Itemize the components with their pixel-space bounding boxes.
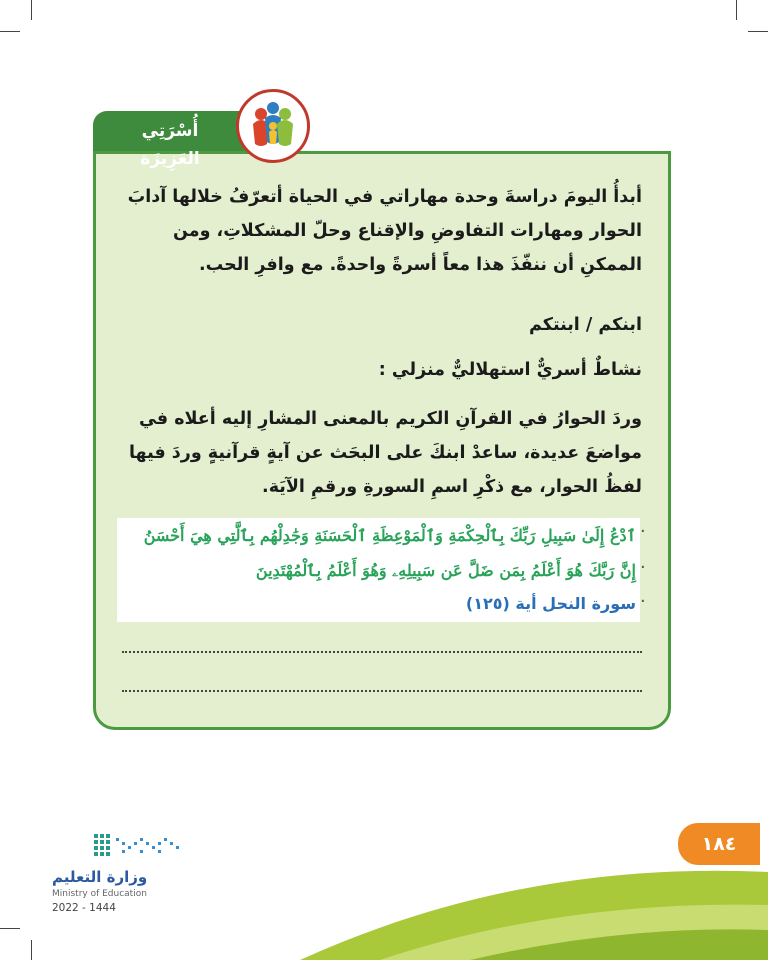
ministry-name-en: Ministry of Education	[52, 889, 147, 899]
intro-paragraph: أبدأُ اليومَ دراسةَ وحدة مهاراتي في الحياة أتعرّفُ خلالها آدابَ الحوار ومهارات التفاوضِ والإقناع وحلّ المشكلاتِ، ومن الممكنِ أن ننفّذَ هذا معاً أسرةً واحدةً. مع وافرِ الحب.	[127, 187, 642, 275]
crop-mark	[31, 940, 32, 960]
section-title: أُسْرَتِي العَزِيزَة	[140, 121, 200, 169]
answer-line[interactable]	[122, 690, 642, 692]
crop-mark	[31, 0, 32, 20]
verse-line-2: إِنَّ رَبَّكَ هُوَ أَعْلَمُ بِمَن ضَلَّ عَن سَبِيلِهِۦ وَهُوَ أَعْلَمُ بِٱلْمُهْتَدِينَ	[255, 561, 636, 580]
crop-mark	[748, 31, 768, 32]
family-logo-icon	[239, 92, 307, 160]
signature: ابنكم / ابنتكم	[529, 315, 642, 335]
activity-paragraph: وردَ الحوارُ في القرآنِ الكريم بالمعنى المشارِ إليه أعلاه في مواضعَ عديدة، ساعدْ ابنكَ على البحَث عن آيةٍ قرآنيةٍ وردَ فيها لفظُ الحوار، مع ذكْرِ اسمِ السورةِ ورقمِ الآيَة.	[128, 409, 642, 497]
verse-source: سورة النحل أية (١٢٥)	[465, 594, 636, 613]
crop-mark	[748, 928, 768, 929]
ministry-logo-icon	[92, 830, 182, 864]
page-number: ١٨٤	[678, 823, 760, 865]
family-logo	[236, 89, 310, 163]
ministry-name: وزارة التعليم	[52, 868, 148, 886]
answer-line[interactable]	[122, 651, 642, 653]
bullet: .	[640, 552, 646, 573]
crop-mark	[0, 928, 20, 929]
bullet: .	[640, 516, 646, 537]
bullet: .	[640, 586, 646, 607]
crop-mark	[0, 31, 20, 32]
activity-title: نشاطٌ أسريٌّ استهلاليٌّ منزلي :	[378, 360, 642, 380]
crop-mark	[736, 0, 737, 20]
ministry-year: 2022 - 1444	[52, 902, 116, 914]
verse-line-1: ٱدْعُ إِلَىٰ سَبِيلِ رَبِّكَ بِٱلْحِكْمَةِ وَٱلْمَوْعِظَةِ ٱلْحَسَنَةِ وَجَٰدِلْهُم بِٱلَّتِي هِيَ أَحْسَنُ	[143, 526, 636, 545]
crop-mark	[736, 940, 737, 960]
